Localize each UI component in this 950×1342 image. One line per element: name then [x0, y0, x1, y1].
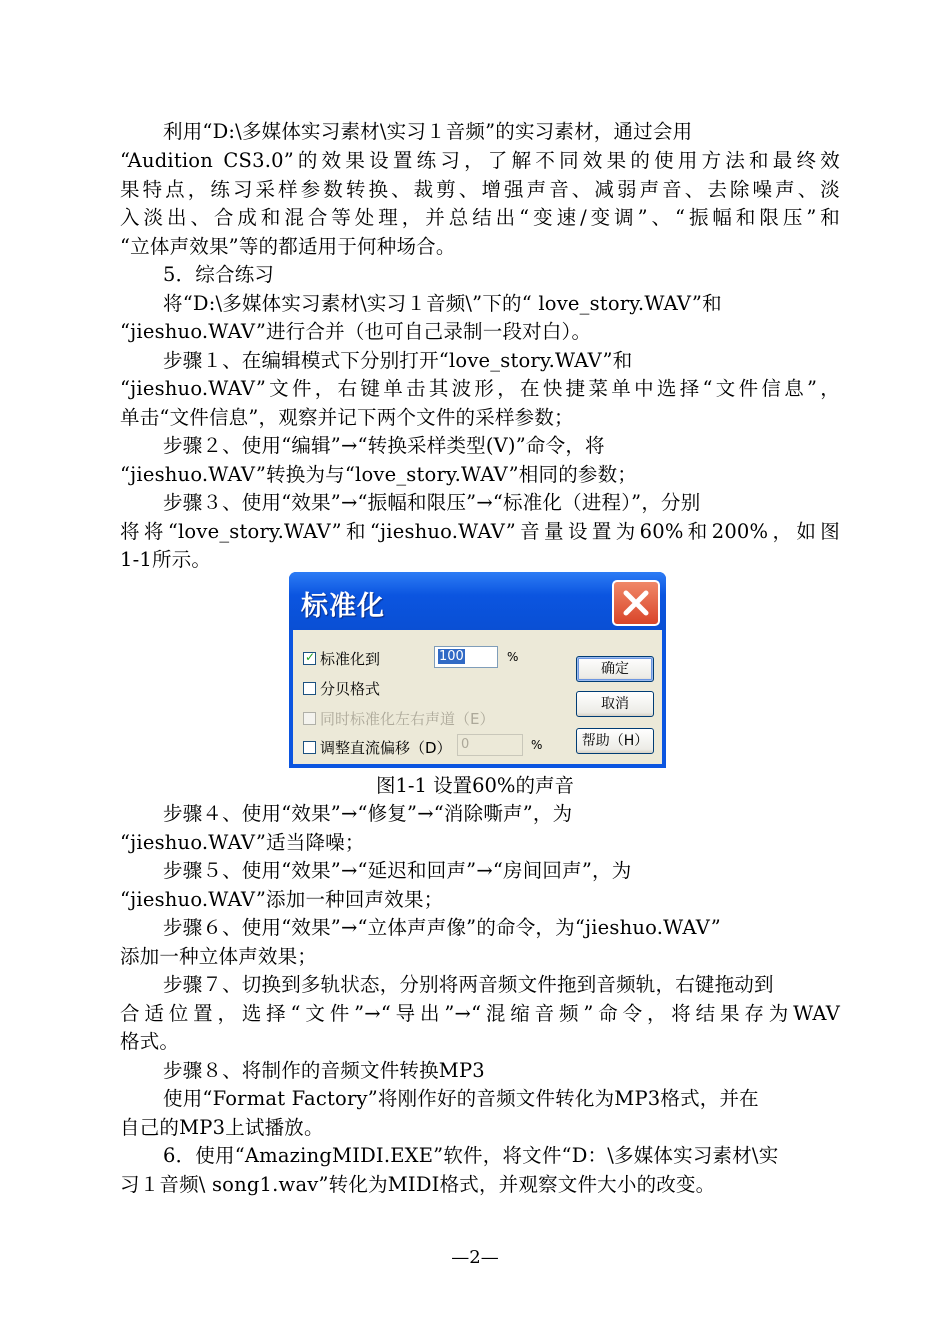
text-line: 步骤６、使用“效果”→“立体声声像”的命令，为“jieshuo.WAV”	[163, 916, 721, 939]
text-line: 习１音频\ song1.wav”转化为MIDI格式，并观察文件大小的改变。	[120, 1173, 716, 1196]
normalize-to-label: 标准化到	[320, 649, 381, 668]
check-icon: ✓	[305, 649, 316, 664]
text-line: 6．使用“AmazingMIDI.EXE”软件，将文件“D：\多媒体实习素材\实	[163, 1144, 779, 1167]
close-button[interactable]	[612, 580, 660, 626]
text-line: 使用“Format Factory”将刚作好的音频文件转化为MP3格式，并在	[163, 1087, 759, 1110]
figure-caption: 图1-1 设置60%的声音	[376, 774, 574, 797]
normalize-lr-label: 同时标准化左右声道（E）	[320, 709, 495, 728]
percent-label: %	[507, 650, 519, 664]
close-icon	[622, 589, 650, 617]
text-line: “jieshuo.WAV”进行合并（也可自己录制一段对白）。	[120, 320, 592, 343]
dialog-title: 标准化	[301, 591, 385, 622]
text-line: 步骤８、将制作的音频文件转换MP3	[163, 1059, 485, 1082]
text-line: 将将“love_story.WAV”和“jieshuo.WAV”音量设置为60%和200%，如图	[120, 520, 840, 543]
text-line: “jieshuo.WAV”添加一种回声效果；	[120, 888, 444, 911]
cancel-button[interactable]: 取消	[576, 691, 654, 717]
page-number: —2—	[451, 1247, 499, 1268]
dialog-title-bar	[289, 572, 666, 630]
decibel-format-checkbox[interactable]	[303, 682, 316, 695]
section-heading: 5．综合练习	[163, 263, 275, 286]
text-line: 合适位置，选择“文件”→“导出”→“混缩音频”命令，将结果存为WAV	[120, 1002, 840, 1025]
text-line: 格式。	[120, 1030, 180, 1053]
text-line: 入淡出、合成和混合等处理，并总结出“变速/变调”、“振幅和限压”和	[120, 206, 840, 229]
normalize-to-checkbox[interactable]	[303, 649, 316, 665]
text-line: 步骤１、在编辑模式下分别打开“love_story.WAV”和	[163, 349, 633, 372]
text-line: 步骤２、使用“编辑”→“转换采样类型(V)”命令，将	[163, 434, 605, 457]
dialog-body	[293, 630, 662, 764]
normalize-to-value: 100	[439, 649, 464, 664]
help-button[interactable]: 帮助（H）	[576, 728, 654, 754]
ok-button[interactable]: 确定	[576, 656, 654, 682]
text-line: 步骤７、切换到多轨状态，分别将两音频文件拖到音频轨，右键拖动到	[163, 973, 774, 996]
dc-offset-checkbox[interactable]	[303, 741, 316, 754]
text-line: “Audition CS3.0”的效果设置练习，了解不同效果的使用方法和最终效	[120, 149, 840, 172]
text-line: “立体声效果”等的都适用于何种场合。	[120, 235, 456, 258]
percent-label: %	[531, 738, 543, 752]
normalize-to-row	[303, 648, 380, 668]
text-line: 步骤４、使用“效果”→“修复”→“消除嘶声”，为	[163, 802, 573, 825]
text-line: 利用“D:\多媒体实习素材\实习１音频”的实习素材，通过会用	[163, 120, 693, 143]
decibel-format-label: 分贝格式	[320, 679, 381, 698]
text-line: 自己的MP3上试播放。	[120, 1116, 324, 1139]
text-line: 步骤５、使用“效果”→“延迟和回声”→“房间回声”，为	[163, 859, 632, 882]
text-line: 果特点，练习采样参数转换、裁剪、增强声音、减弱声音、去除噪声、淡	[120, 178, 840, 201]
decibel-format-row	[303, 678, 380, 698]
text-line: 添加一种立体声效果；	[120, 945, 318, 968]
text-line: “jieshuo.WAV”转换为与“love_story.WAV”相同的参数；	[120, 463, 637, 486]
text-line: 步骤３、使用“效果”→“振幅和限压”→“标准化（进程）”，分别	[163, 491, 701, 514]
dc-offset-input: 0	[457, 734, 523, 756]
text-line: “jieshuo.WAV”适当降噪；	[120, 831, 365, 854]
text-line: 单击“文件信息”，观察并记下两个文件的采样参数；	[120, 406, 574, 429]
text-line: 将“D:\多媒体实习素材\实习１音频\”下的“ love_story.WAV”和	[163, 292, 722, 315]
dc-offset-label: 调整直流偏移（D）	[320, 738, 452, 757]
text-line: “jieshuo.WAV”文件，右键单击其波形，在快捷菜单中选择“文件信息”，	[120, 377, 840, 400]
dc-offset-row	[303, 737, 452, 757]
normalize-to-input[interactable]	[434, 646, 498, 668]
text-line: 1-1所示。	[120, 548, 212, 571]
normalize-lr-checkbox	[303, 712, 316, 725]
normalize-lr-row	[303, 708, 494, 728]
normalize-dialog	[289, 572, 666, 768]
